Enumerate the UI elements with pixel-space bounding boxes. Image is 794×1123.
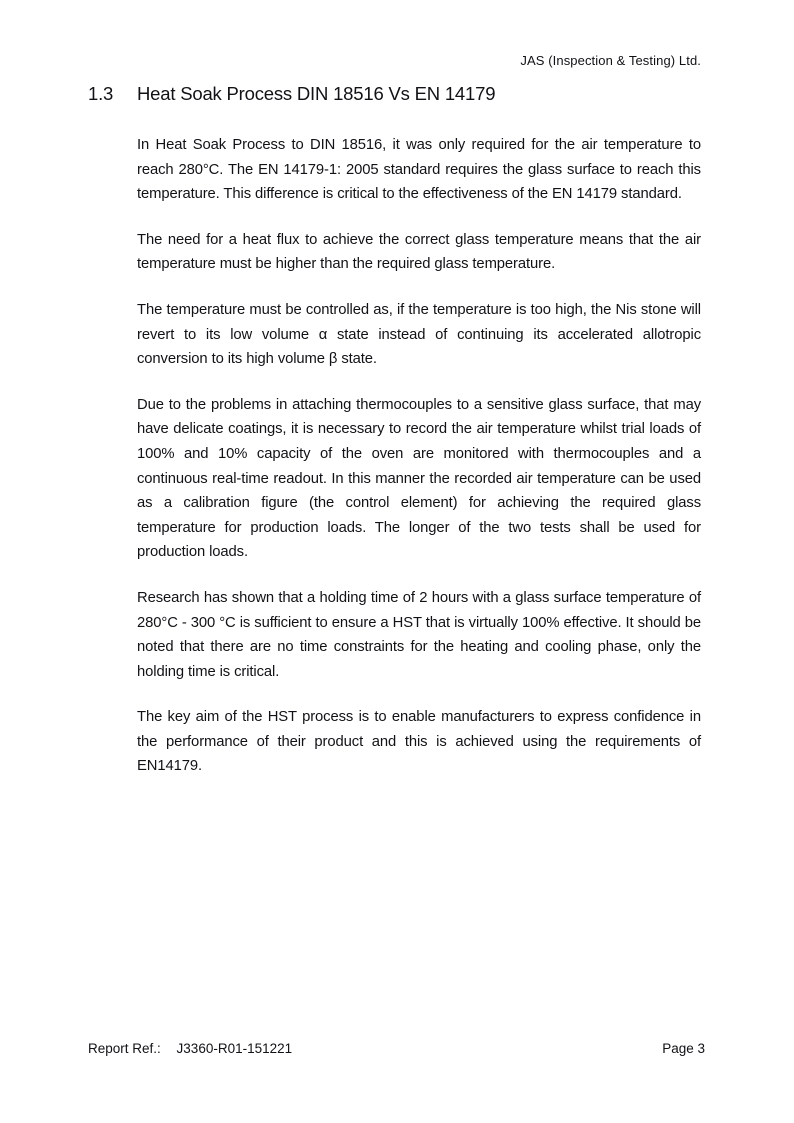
paragraph-6: The key aim of the HST process is to enable manufacturers to express confidence in the performance of their product and this is achieved using the requirements of EN14179. [137,709,701,775]
report-ref-value: J3360-R01-151221 [176,1041,293,1056]
paragraph-1: In Heat Soak Process to DIN 18516, it was only required for the air temperature to reach 280°C. The EN 14179-1: 2005 standard requires the glass surface to reach this temperature. This difference is critical to the effectiveness of the EN 14179 standard. [137,137,701,203]
page-number: Page 3 [662,1041,705,1056]
paragraph-3: The temperature must be controlled as, if the temperature is too high, the Nis stone will revert to its low volume α state instead of continuing its accelerated allotropic conversion to its high volume β state. [137,301,701,368]
document-body [137,133,701,800]
section-title: Heat Soak Process DIN 18516 Vs EN 14179 [137,83,496,104]
page-footer [88,1041,705,1056]
paragraph-5: Research has shown that a holding time of 2 hours with a glass surface temperature of 280°C - 300 °C is sufficient to ensure a HST that is virtually 100% effective. It should be noted that there are no time constraints for the heating and cooling phase, only the holding time is critical. [137,589,701,680]
page-header [88,53,701,68]
report-reference [88,1041,292,1056]
section-number: 1.3 [88,83,114,104]
paragraph-4: Due to the problems in attaching thermocouples to a sensitive glass surface, that may have delicate coatings, it is necessary to record the air temperature whilst trial loads of 100% and 10% capacity of the oven are monitored with thermocouples and a continuous real-time readout. In this manner the recorded air temperature can be used as a calibration figure (the control element) for achieving the required glass temperature for production loads. The longer of the two tests shall be used for production loads. [137,396,701,561]
section-heading [88,83,705,105]
paragraph-2: The need for a heat flux to achieve the correct glass temperature means that the air temperature must be higher than the required glass temperature. [137,231,701,273]
report-ref-label: Report Ref.: [88,1041,161,1056]
company-name: JAS (Inspection & Testing) Ltd. [520,53,701,68]
